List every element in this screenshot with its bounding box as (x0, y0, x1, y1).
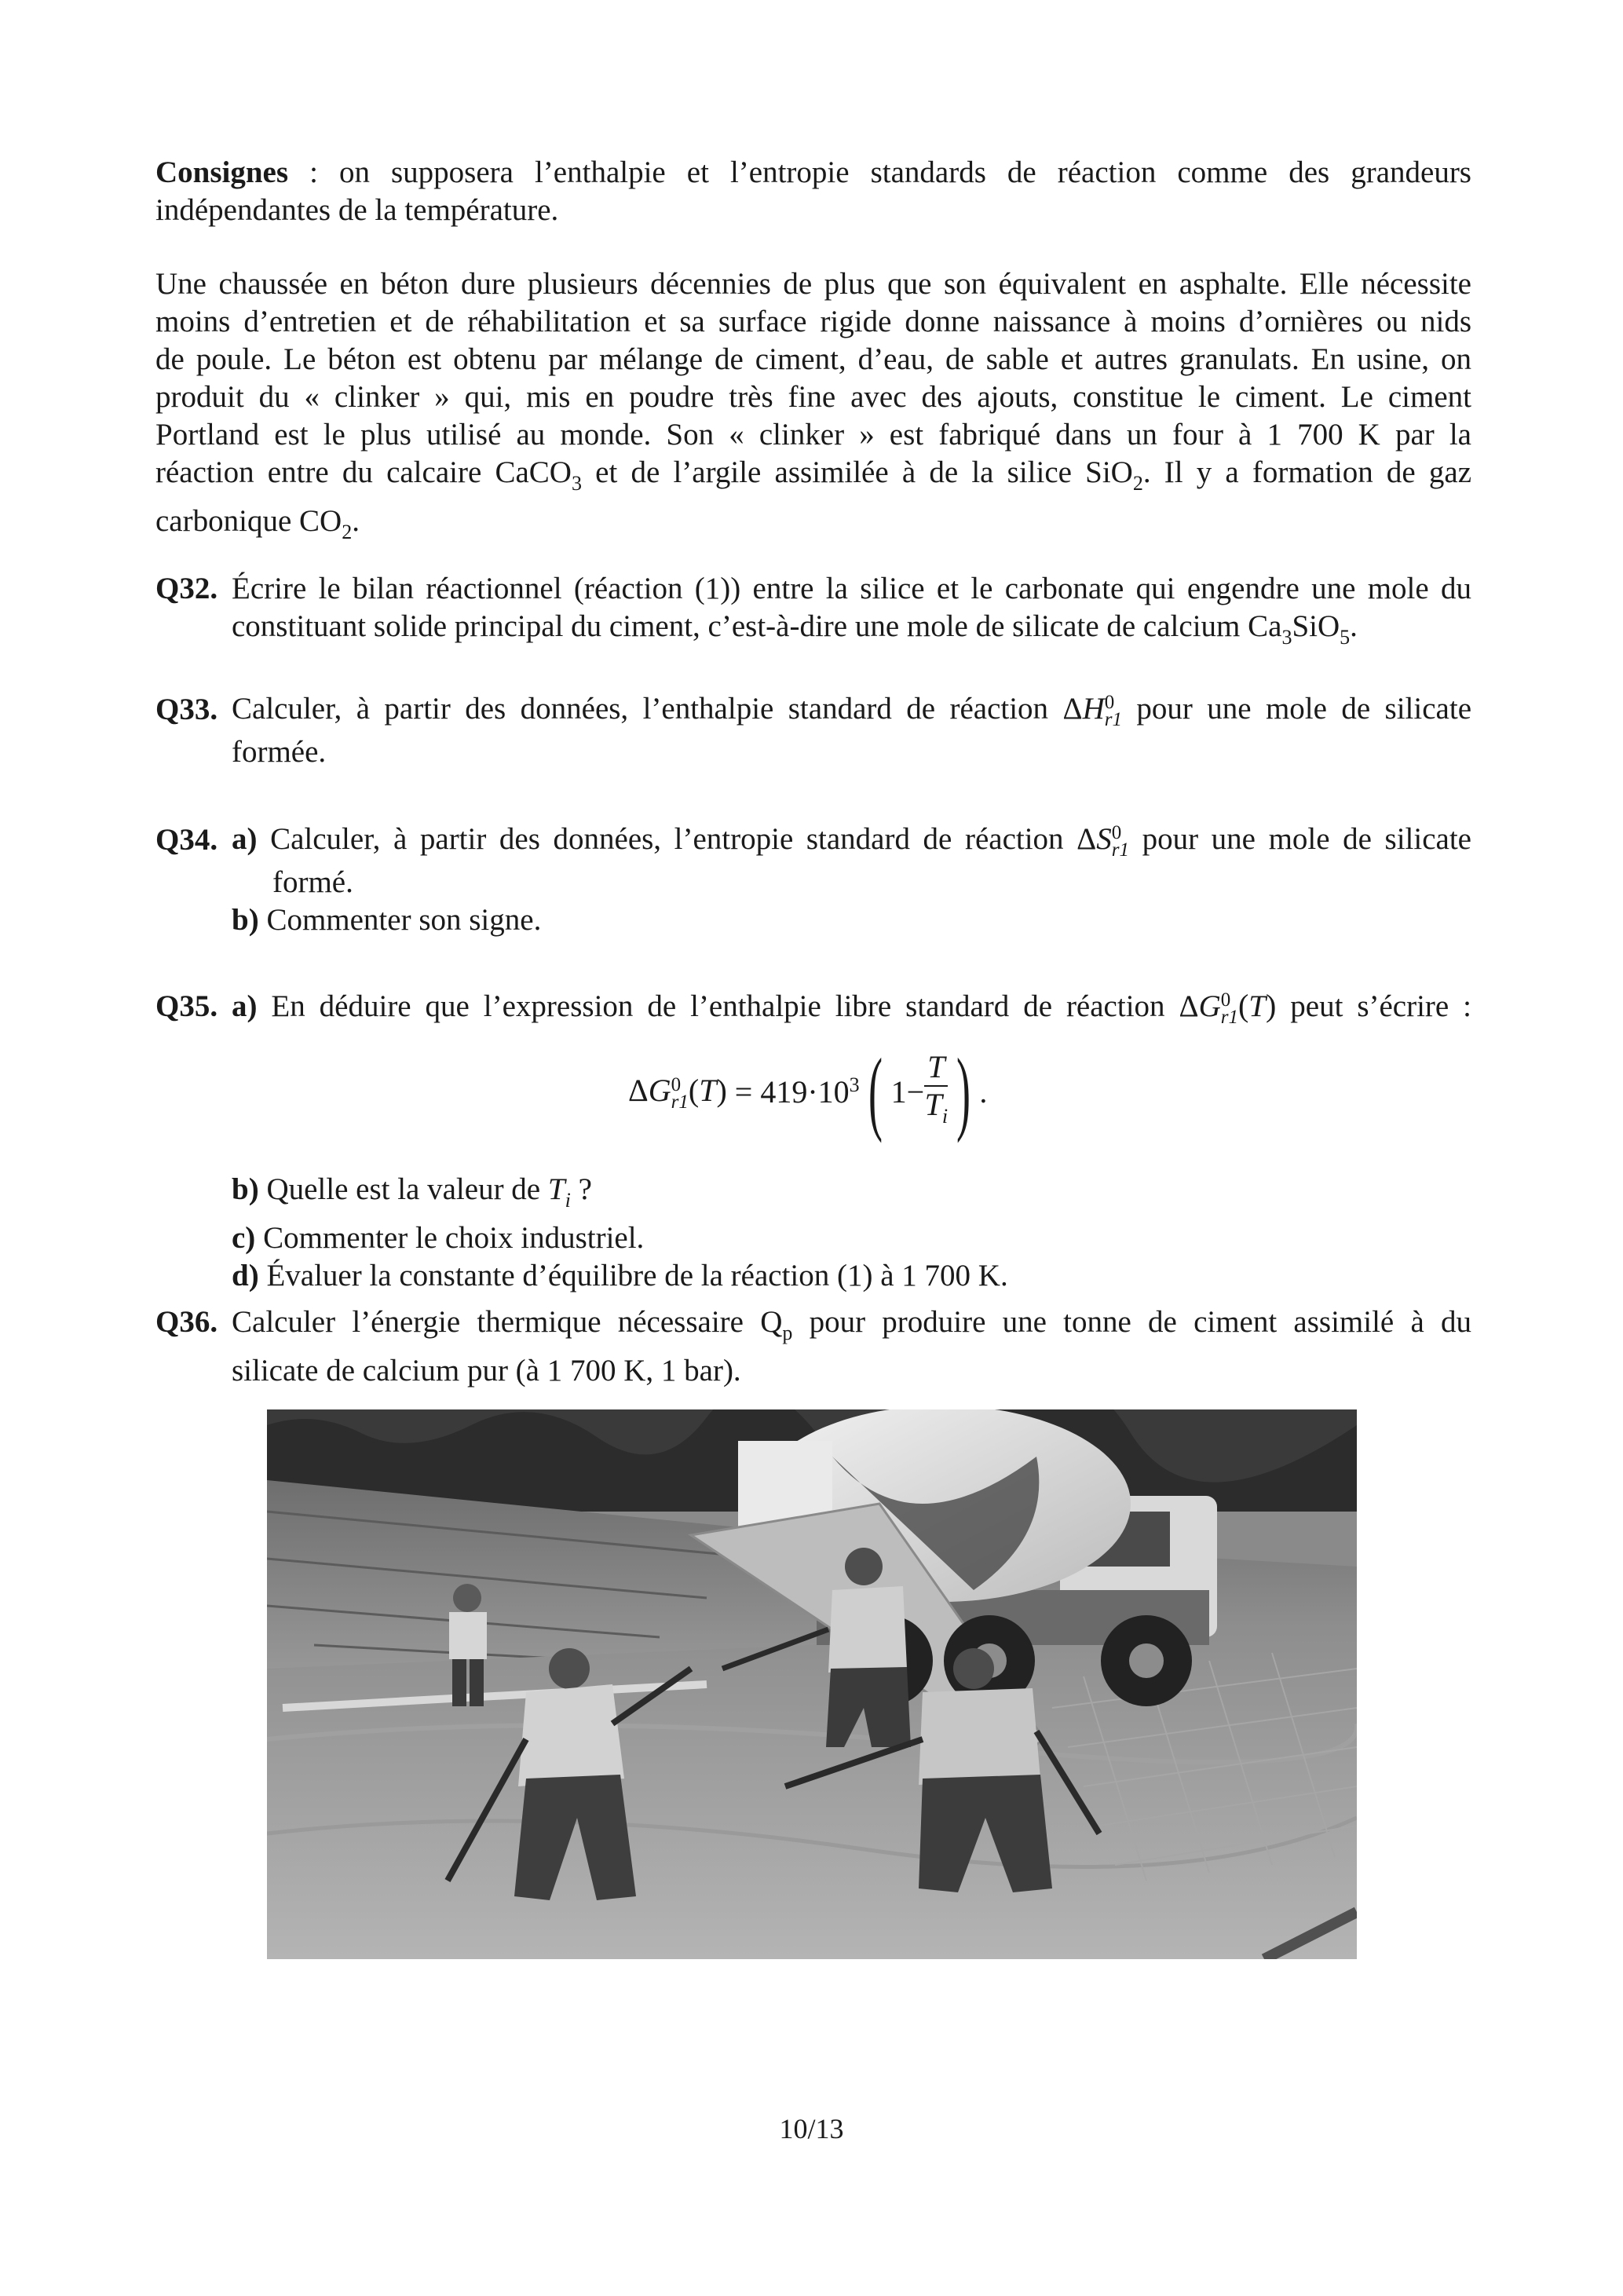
t-over-ti-fraction: $\frac{T}{T_i}$ (924, 1048, 949, 1128)
q32-label: Q32. (155, 572, 218, 605)
concrete-ground (267, 1621, 1357, 1959)
delta-g-symbol: ΔG 0 r1 (T) (1179, 988, 1277, 1029)
q34-label: Q34. (155, 823, 218, 857)
consignes-label: Consignes (155, 155, 289, 189)
q33-label: Q33. (155, 693, 218, 726)
ti-symbol: $T_i$ (547, 1172, 571, 1212)
question-q36: Q36. Calculer l’énergie thermique nécessaire $Q_p$ pour produire une tonne de ciment assimilé à du silicate de calcium pur (à 1 700 K, 1 bar). (155, 1305, 1471, 1387)
page-number: 10/13 (779, 2113, 844, 2144)
question-q34: Q34. a) Calculer, à partir des données, l’entropie standard de réaction ΔS 0 r1 pour une mole de silicate formé. b) Commenter son signe. (155, 822, 1471, 937)
consignes-paragraph: Consignes : on supposera l’enthalpie et l’entropie standards de réaction comme des grandeurs indépendantes de la température. (155, 155, 1471, 227)
question-q32: Q32. Écrire le bilan réactionnel (réaction (1)) entre la silice et le carbonate qui engendre une mole du constituant solide principal du ciment, c’est-à-dire une mole de silicate de calcium $Ca_3SiO_5$. (155, 572, 1471, 649)
q36-label: Q36. (155, 1305, 218, 1339)
concrete-pouring-illustration (267, 1409, 1357, 1959)
gibbs-formula: ΔG 0 r1 $(T) = 419\cdot 10^3$( 1− $\frac{T}{T_i}$ ) . (628, 1039, 988, 1143)
q35-label: Q35. (155, 989, 218, 1023)
delta-h-symbol: ΔH 0 r1 (1062, 692, 1122, 731)
concrete-pouring-photo (267, 1409, 1357, 1959)
intro-paragraph: Une chaussée en béton dure plusieurs décennies de plus que son équivalent en asphalte. Elle nécessite moins d’entretien et de réhabilitation et sa surface rigide donne naissance à moins d’ornières ou nids de poule. Le béton est obtenu par mélange de ciment, d’eau, de sable et autres granulats. En usine, on produit du « clinker » qui, mis en poudre très fine avec des ajouts, constitue le ciment. Le ciment Portland est le plus utilisé au monde. Son « clinker » est fabriqué dans un four à 1 700 K par la réaction entre du calcaire CaCO$_3$ et de l’argile assimilée à de la silice SiO$_2$. Il y a formation de gaz carbonique $CO_2$. (155, 267, 1472, 543)
question-q35: Q35. a) En déduire que l’expression de l’enthalpie libre standard de réaction ΔG 0 r1 (T) peut s’écrire : b) Quelle est la valeur de $T_i$ ? c) Commenter le choix industriel. d) Évaluer la constante d’équilibre de la réaction (1) à 1 700 K. (155, 988, 1471, 1292)
delta-s-symbol: ΔS 0 r1 (1077, 822, 1129, 861)
question-q33: Q33. Calculer, à partir des données, l’enthalpie standard de réaction ΔH 0 r1 pour une mole de silicate formée. (155, 692, 1471, 769)
